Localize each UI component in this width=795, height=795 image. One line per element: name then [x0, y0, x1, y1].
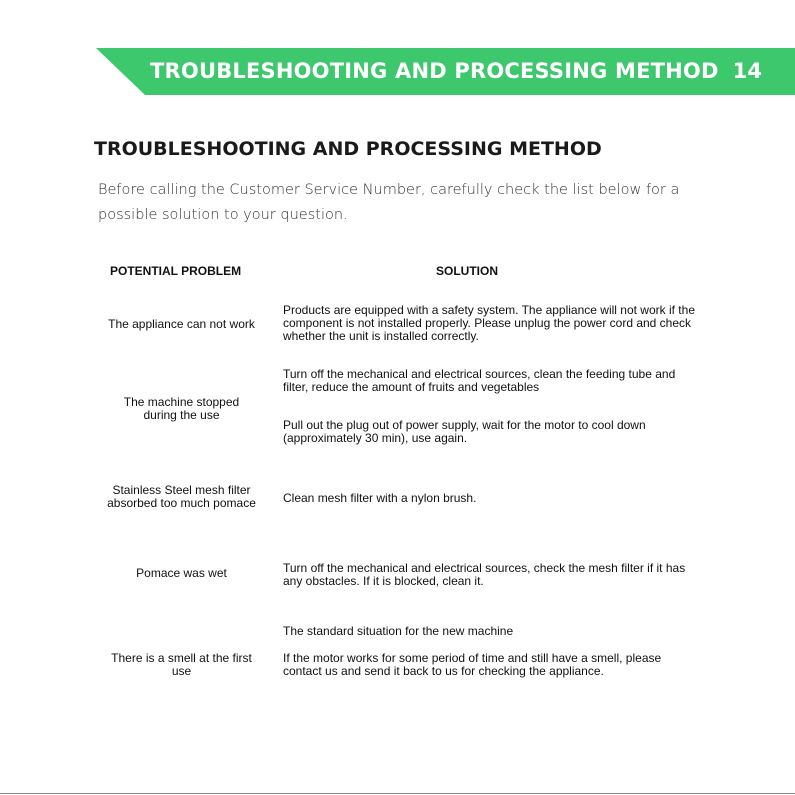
bottom-divider: [0, 793, 795, 794]
solution-cell: The standard situation for the new machine: [283, 624, 514, 638]
section-title: TROUBLESHOOTING AND PROCESSING METHOD: [94, 138, 602, 160]
problem-cell: The machine stopped during the use: [123, 395, 240, 422]
problem-cell: The appliance can not work: [108, 317, 255, 331]
solution-cell: If the motor works for some period of time and still have a smell, please contact us and send it back to us for checking the appliance.: [283, 651, 662, 678]
solution-cell: Turn off the mechanical and electrical sources, clean the feeding tube and filter, reduce the amount of fruits and vegetables: [283, 367, 676, 394]
page-number: 14: [732, 59, 763, 83]
intro-paragraph: Before calling the Customer Service Number, carefully check the list below for a possible solution to your question.: [98, 182, 680, 223]
solution-cell: Pull out the plug out of power supply, wait for the motor to cool down (approximately 30 min), use again.: [283, 418, 646, 445]
solution-cell: Products are equipped with a safety system. The appliance will not work if the component is not installed properly. Please unplug the power cord and check whether the unit is installed correctly.: [283, 303, 695, 343]
solution-cell: Clean mesh filter with a nylon brush.: [283, 491, 477, 505]
solution-cell: Turn off the mechanical and electrical sources, check the mesh filter if it has any obstacles. If it is blocked, clean it.: [283, 561, 686, 588]
column-header-problem: POTENTIAL PROBLEM: [110, 264, 242, 278]
banner-title-text: TROUBLESHOOTING AND PROCESSING METHOD: [150, 59, 719, 83]
banner-title: [150, 48, 762, 95]
column-header-solution: SOLUTION: [436, 264, 498, 278]
problem-cell: There is a smell at the first use: [111, 651, 252, 678]
problem-cell: Stainless Steel mesh filter absorbed too much pomace: [107, 483, 256, 510]
problem-cell: Pomace was wet: [136, 566, 227, 580]
